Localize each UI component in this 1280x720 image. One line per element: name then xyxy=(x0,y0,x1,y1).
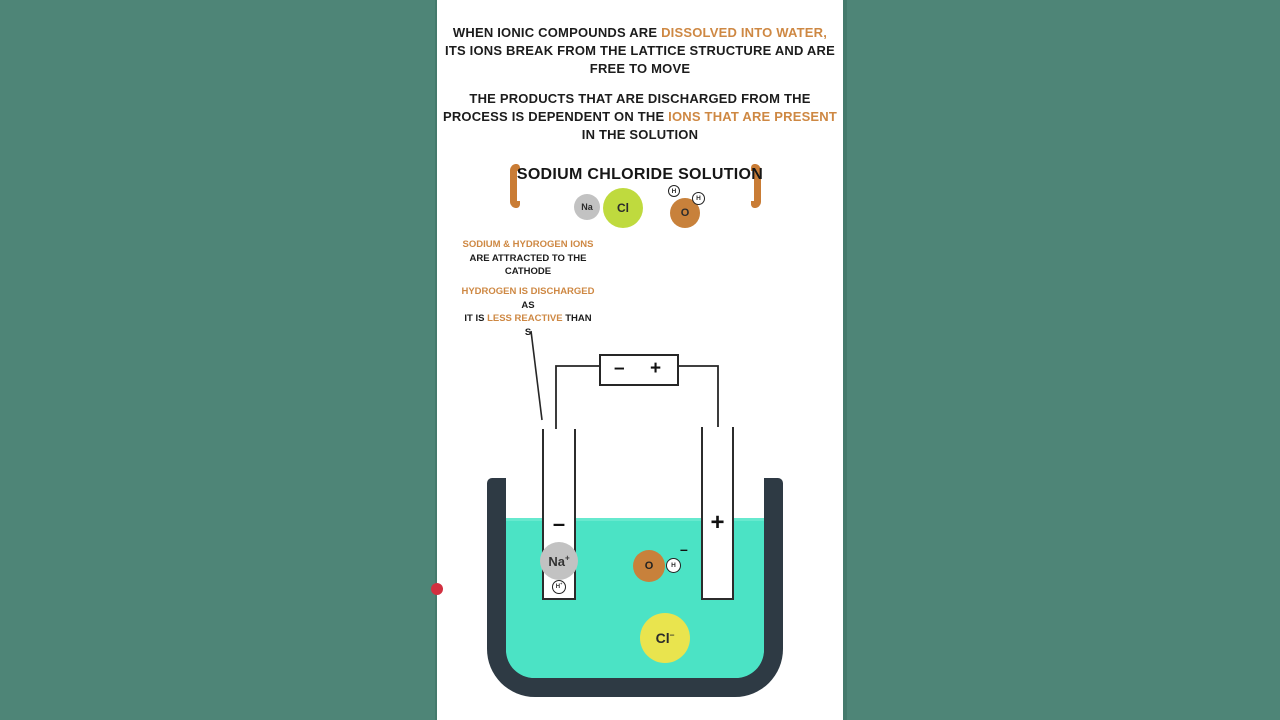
sodium-ion-charge: + xyxy=(564,553,570,563)
intro-p2-line1: THE PRODUCTS THAT ARE DISCHARGED FROM THE xyxy=(469,91,811,106)
hydrogen-ion xyxy=(552,580,566,594)
discharge-note-hl2: LESS REACTIVE xyxy=(487,313,563,324)
intro-p1-highlight: DISSOLVED INTO WATER, xyxy=(661,25,828,40)
sodium-ion xyxy=(540,542,578,580)
anode-electrode xyxy=(701,427,734,600)
left-wire xyxy=(556,366,599,429)
cathode-note-line3: CATHODE xyxy=(504,266,552,277)
banner-title: SODIUM CHLORIDE SOLUTION xyxy=(516,166,764,183)
hydrogen-ion-charge: + xyxy=(560,582,563,586)
water-hydrogen-label-1: H xyxy=(671,187,677,195)
battery-plus-terminal: + xyxy=(650,358,662,379)
discharge-note-b3: THAN xyxy=(562,313,592,324)
water-hydrogen-icon xyxy=(692,192,705,205)
chloride-ion-charge: – xyxy=(669,629,675,640)
water-hydrogen-icon xyxy=(668,185,680,197)
hydroxide-oxygen-label: O xyxy=(644,560,654,572)
panel-right-edge-line xyxy=(843,0,847,720)
cathode-note-line1: SODIUM & HYDROGEN IONS xyxy=(462,239,594,250)
sodium-ion-symbol: Na xyxy=(548,553,565,569)
intro-p2-line3: IN THE SOLUTION xyxy=(581,127,699,142)
hydroxide-hydrogen-label: H xyxy=(671,562,676,569)
hydrogen-ion-symbol: H xyxy=(555,584,561,590)
discharge-note-b2: IT IS xyxy=(464,313,488,324)
water-oxygen-label: O xyxy=(680,207,690,219)
chloride-atom-label: Cl xyxy=(617,201,629,215)
hydroxide-hydrogen-icon xyxy=(666,558,681,573)
battery-box xyxy=(599,354,679,386)
anode-sign: + xyxy=(710,509,725,536)
sodium-atom-label: Na xyxy=(581,202,593,212)
chloride-ion xyxy=(640,613,690,663)
chloride-ion-symbol: Cl xyxy=(655,630,670,646)
intro-p2-black: PROCESS IS DEPENDENT ON THE xyxy=(442,109,669,124)
water-hydrogen-label-2: H xyxy=(696,195,701,202)
cathode-sign: – xyxy=(552,511,566,536)
intro-p1-line3: FREE TO MOVE xyxy=(589,61,691,76)
chloride-ion-label xyxy=(656,630,675,646)
red-dot-marker xyxy=(431,583,443,595)
intro-p2-highlight: IONS THAT ARE PRESENT xyxy=(668,109,838,124)
intro-p1-black: WHEN IONIC COMPOUNDS ARE xyxy=(452,25,662,40)
cathode-note-line2: ARE ATTRACTED TO THE xyxy=(469,252,587,264)
hydrogen-ion-label xyxy=(556,584,563,590)
content-panel xyxy=(437,0,843,720)
discharge-note-line3: S xyxy=(524,326,532,338)
pointer-line xyxy=(531,331,542,420)
right-wire xyxy=(679,366,718,427)
sodium-ion-label xyxy=(548,554,569,569)
hydroxide-charge: – xyxy=(680,541,688,557)
hydroxide-oxygen-icon xyxy=(633,550,665,582)
discharge-note-b1: AS xyxy=(521,286,598,311)
battery-minus-terminal: – xyxy=(614,358,625,379)
intro-p1-line2: ITS IONS BREAK FROM THE LATTICE STRUCTURE AND ARE xyxy=(445,43,835,58)
discharge-note-hl1: HYDROGEN IS DISCHARGED xyxy=(461,286,595,297)
